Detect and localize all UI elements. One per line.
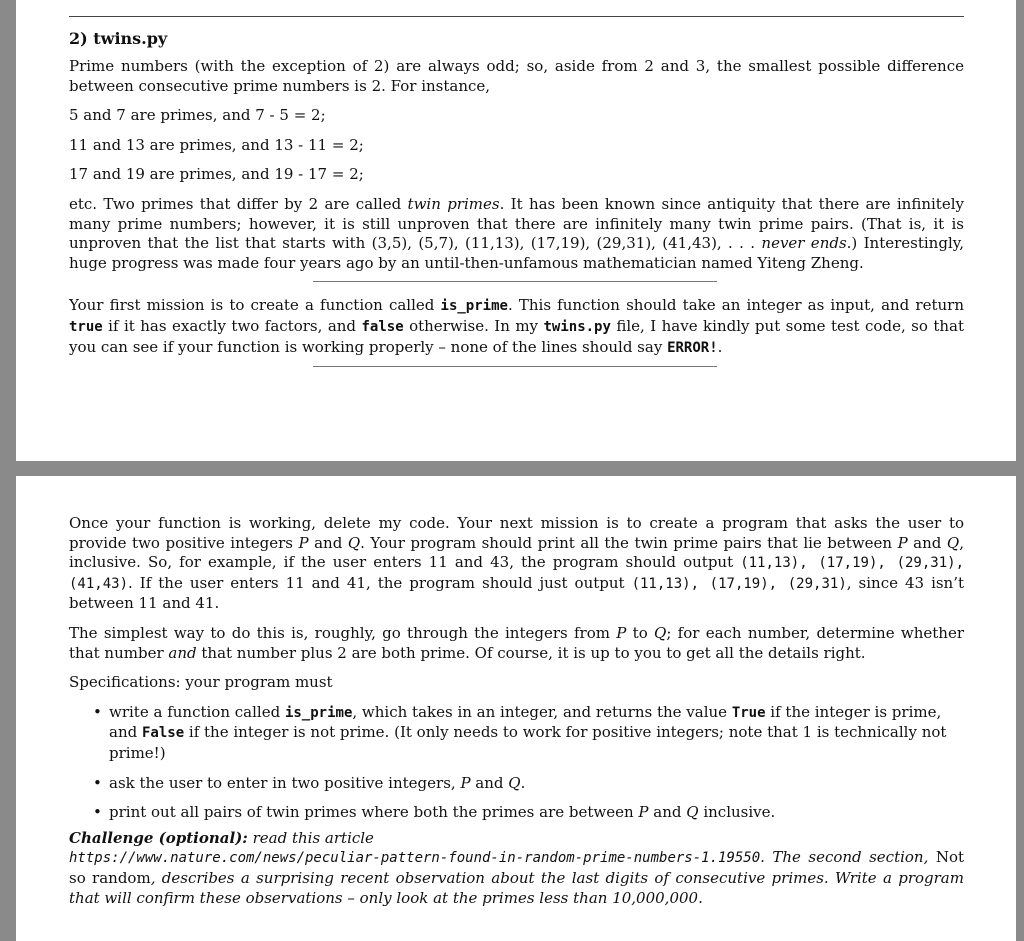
intro-paragraph: Prime numbers (with the exception of 2) are always odd; so, aside from 2 and 3, the smallest possible difference between consecutive prime numbers is 2. For instance, xyxy=(69,57,964,95)
example-output-code: (11,13), (17,19), (29,31) xyxy=(631,575,847,592)
top-rule xyxy=(69,16,964,17)
error-code: ERROR! xyxy=(667,339,718,356)
example-line: 17 and 19 are primes, and 19 - 17 = 2; xyxy=(69,165,364,184)
specifications-list xyxy=(69,703,964,823)
challenge-title: Challenge (optional): xyxy=(69,828,248,847)
document-page-2 xyxy=(16,476,1016,941)
example-line: 11 and 13 are primes, and 13 - 11 = 2; xyxy=(69,135,364,154)
specifications-title: Specifications: your program must xyxy=(69,673,333,692)
simplest-way-paragraph: The simplest way to do this is, roughly, go through the integers from P to Q; for each number, determine whether that number and that number plus 2 are both prime. Of course, it is up to you to get all the details right. xyxy=(69,623,964,662)
twins-file-code: twins.py xyxy=(543,318,611,335)
section-heading: 2) twins.py xyxy=(69,29,168,48)
list-item: • write a function called is_prime, which takes in an integer, and returns the value True if the integer is prime, and False if the integer is not prime. (It only needs to work for positive integers; note that 1 is technically not prime!) xyxy=(93,703,964,764)
never-ends-text: never ends xyxy=(761,234,847,253)
is-prime-code: is_prime xyxy=(440,298,508,315)
second-mission-paragraph: Once your function is working, delete my code. Your next mission is to create a program that asks the user to provide two positive integers P and Q. Your program should print all the twin prime pairs that lie between P and Q, inclusive. So, for example, if the user enters 11 and 43, the program should output (11,13), (17,19), (29,31), (41,43). If the user enters 11 and 41, the program should just output (11,13), (17,19), (29,31), since 43 isn’t between 11 and 41. xyxy=(69,514,965,613)
true-code: true xyxy=(69,318,103,335)
twin-primes-term: twin primes xyxy=(407,194,500,213)
example-line: 5 and 7 are primes, and 7 - 5 = 2; xyxy=(69,106,326,125)
first-mission-paragraph: Your first mission is to create a function called is_prime. This function should take an integer as input, and return true if it has exactly two factors, and false otherwise. In my twins.py file, I have kindly put some test code, so that you can see if your function is working properly – none of the lines should say ERROR!. xyxy=(69,296,964,356)
list-item: • ask the user to enter in two positive integers, P and Q. xyxy=(93,774,964,794)
page1-content xyxy=(69,57,964,367)
challenge-paragraph: Challenge (optional): read this article https://www.nature.com/news/peculiar-pattern-found-in-random-prime-numbers-1.19550. The second section, Not so random, describes a surprising recent observation about the last digits of consecutive primes. Write a program that will confirm these observations – only look at the primes less than 10,000,000. xyxy=(69,828,964,907)
page2-content xyxy=(69,514,964,918)
list-item: • print out all pairs of twin primes where both the primes are between P and Q inclusive. xyxy=(93,803,964,823)
document-page-1 xyxy=(16,0,1016,461)
example-output-code: (11,13), (17,19), (29,31), (41,43) xyxy=(69,555,964,592)
false-code: false xyxy=(361,318,404,335)
twin-primes-paragraph: etc. Two primes that differ by 2 are called twin primes. It has been known since antiquity that there are infinitely many prime numbers; however, it is still unproven that there are infinitely many twin prime pairs. (That is, it is unproven that the list that starts with (3,5), (5,7), (11,13), (17,19), (29,31), (41,43), . . . never ends.) Interestingly, huge progress was made four years ago by an until-then-unfamous mathematician named Yiteng Zheng. xyxy=(69,194,964,272)
article-url[interactable]: https://www.nature.com/news/peculiar-pattern-found-in-random-prime-numbers-1.19550 xyxy=(69,850,761,867)
separator-rule xyxy=(313,281,717,282)
separator-rule xyxy=(313,366,717,367)
